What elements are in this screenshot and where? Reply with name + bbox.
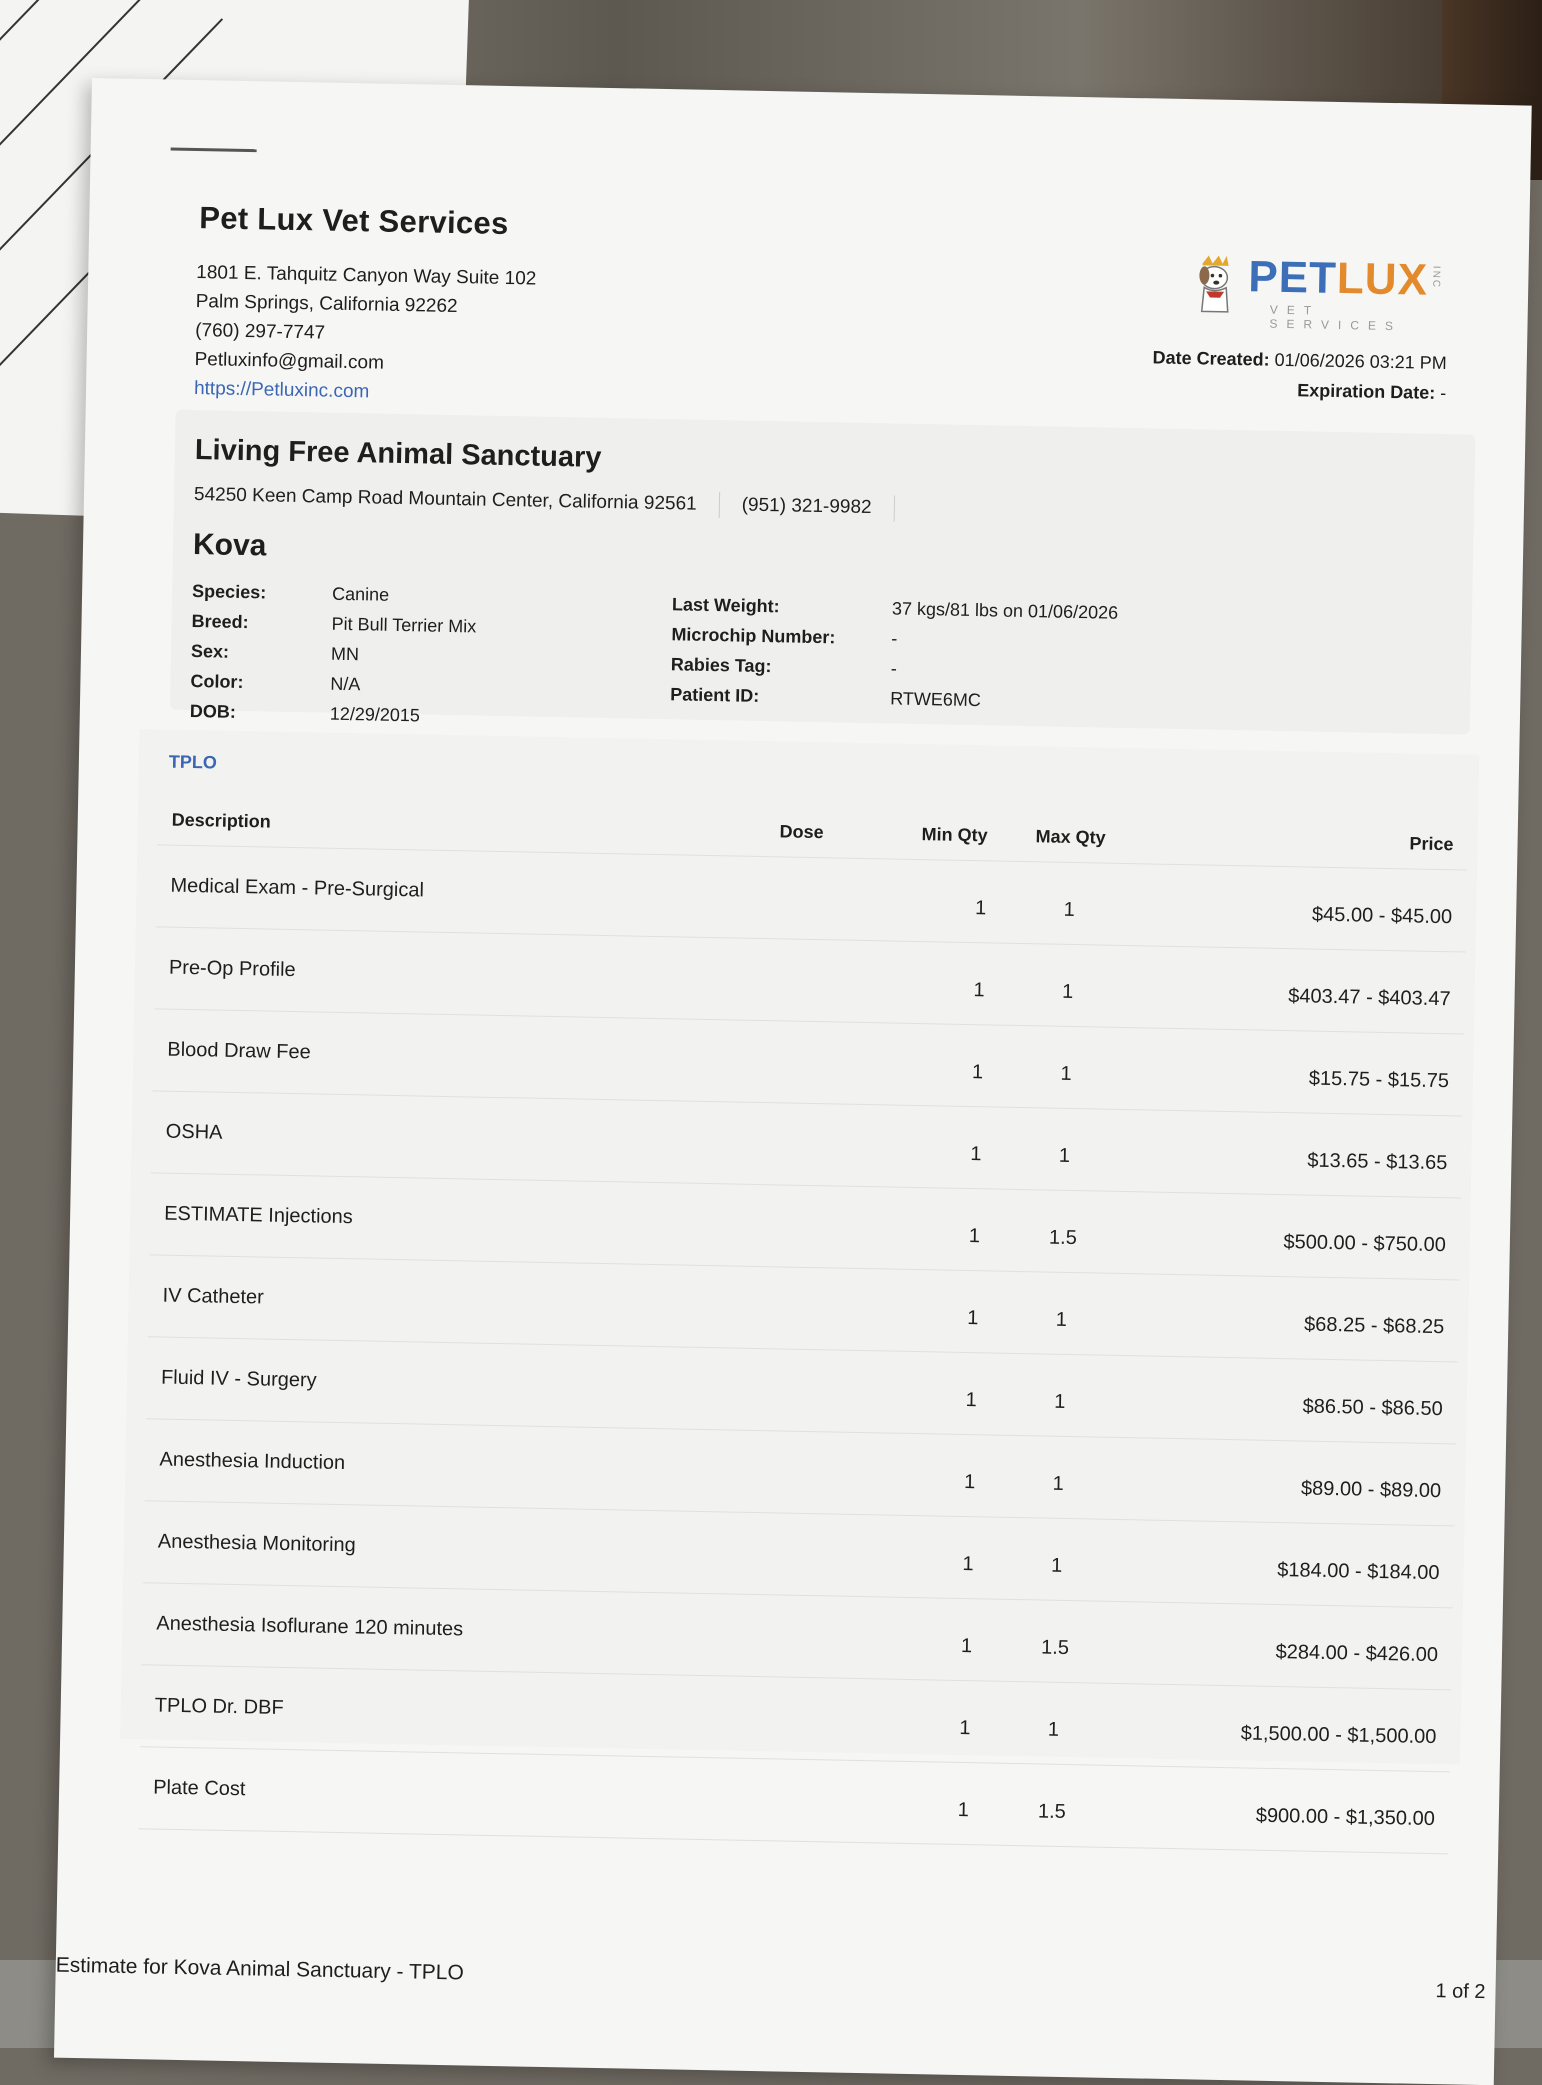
expiration-date-row bbox=[1152, 372, 1447, 408]
header-min-qty: Min Qty bbox=[863, 805, 1002, 861]
owner-contact bbox=[194, 482, 917, 522]
estimate-section bbox=[120, 729, 1479, 1831]
clinic-contact bbox=[194, 258, 537, 410]
item-price: $1,500.00 - $1,500.00 bbox=[1122, 1684, 1452, 1772]
logo-word-lux: LUX bbox=[1336, 253, 1429, 305]
patient-fact-label: Microchip Number: bbox=[671, 623, 836, 647]
clinic-phone: (760) 297-7747 bbox=[194, 320, 326, 344]
item-min-qty: 1 bbox=[860, 940, 1000, 1025]
patient-fact-label: Sex: bbox=[190, 640, 230, 662]
patient-fact-value: 12/29/2015 bbox=[329, 703, 421, 725]
patient-fact-label: Breed: bbox=[191, 610, 249, 632]
item-price: $184.00 - $184.00 bbox=[1125, 1520, 1455, 1608]
item-min-qty: 1 bbox=[862, 858, 1002, 943]
item-min-qty: 1 bbox=[858, 1022, 998, 1107]
patient-fact-value: N/A bbox=[330, 673, 361, 694]
estimate-items-table bbox=[138, 791, 1468, 1854]
item-max-qty: 1 bbox=[992, 1271, 1132, 1356]
patient-fact-value: 37 kgs/81 lbs on 01/06/2026 bbox=[891, 597, 1119, 623]
item-max-qty: 1 bbox=[987, 1517, 1127, 1602]
item-min-qty: 1 bbox=[854, 1268, 994, 1353]
item-dose bbox=[751, 1512, 851, 1596]
header-dose: Dose bbox=[765, 803, 864, 858]
item-dose bbox=[759, 1103, 859, 1187]
header-max-qty: Max Qty bbox=[1001, 808, 1140, 864]
item-min-qty: 1 bbox=[847, 1596, 987, 1681]
item-price: $15.75 - $15.75 bbox=[1134, 1028, 1464, 1116]
patient-fact-label: Last Weight: bbox=[671, 593, 780, 616]
item-max-qty: 1.5 bbox=[985, 1599, 1125, 1684]
item-description: Blood Draw Fee bbox=[153, 1009, 762, 1103]
item-max-qty: 1 bbox=[1000, 861, 1140, 946]
divider bbox=[718, 492, 719, 518]
item-description: Anesthesia Isoflurane 120 minutes bbox=[142, 1583, 751, 1677]
item-dose bbox=[748, 1676, 848, 1760]
item-description: Anesthesia Induction bbox=[145, 1419, 754, 1513]
footer-title: Estimate for Kova Animal Sanctuary - TPLO bbox=[55, 1953, 465, 1985]
header-description: Description bbox=[157, 791, 766, 856]
patient-fact-label: Species: bbox=[191, 580, 267, 602]
item-max-qty: 1.5 bbox=[993, 1189, 1133, 1274]
patient-facts-left bbox=[190, 576, 478, 731]
patient-fact-value: MN bbox=[330, 643, 360, 664]
item-description: Pre-Op Profile bbox=[154, 927, 763, 1021]
item-max-qty: 1 bbox=[989, 1435, 1129, 1520]
item-description: OSHA bbox=[151, 1091, 760, 1185]
item-description: Plate Cost bbox=[138, 1747, 747, 1841]
clinic-name: Pet Lux Vet Services bbox=[199, 200, 509, 242]
owner-address: 54250 Keen Camp Road Mountain Center, California 92561 bbox=[193, 484, 697, 515]
patient-fact-label: Rabies Tag: bbox=[670, 653, 772, 676]
staple-mark bbox=[171, 148, 257, 153]
estimate-document bbox=[54, 78, 1532, 2085]
item-min-qty: 1 bbox=[849, 1514, 989, 1599]
logo-subtitle: VET SERVICES bbox=[1269, 302, 1403, 334]
item-price: $45.00 - $45.00 bbox=[1138, 864, 1468, 952]
clinic-website-link[interactable]: https://Petluxinc.com bbox=[193, 378, 370, 403]
item-min-qty: 1 bbox=[852, 1350, 992, 1435]
item-max-qty: 1 bbox=[990, 1353, 1130, 1438]
patient-info-card bbox=[170, 410, 1476, 735]
logo-word-pet: PET bbox=[1247, 252, 1338, 303]
estimate-items-body bbox=[138, 845, 1467, 1854]
item-dose bbox=[756, 1266, 856, 1350]
item-price: $284.00 - $426.00 bbox=[1123, 1602, 1453, 1690]
item-dose bbox=[749, 1594, 849, 1678]
item-dose bbox=[754, 1348, 854, 1432]
petlux-logo bbox=[1188, 249, 1449, 334]
date-created-row bbox=[1152, 342, 1447, 378]
estimate-dates bbox=[1152, 342, 1447, 408]
item-dose bbox=[757, 1185, 857, 1269]
item-dose bbox=[760, 1021, 860, 1105]
patient-fact-value: - bbox=[890, 657, 898, 679]
item-dose bbox=[753, 1430, 853, 1514]
patient-fact-label: Patient ID: bbox=[670, 683, 760, 706]
patient-name: Kova bbox=[192, 528, 267, 563]
date-created-label: Date Created: bbox=[1152, 347, 1270, 370]
item-description: ESTIMATE Injections bbox=[149, 1173, 758, 1267]
item-max-qty: 1 bbox=[998, 943, 1138, 1028]
clinic-address-line1: 1801 E. Tahquitz Canyon Way Suite 102 bbox=[196, 262, 537, 290]
item-max-qty: 1 bbox=[984, 1681, 1124, 1766]
date-created-value: 01/06/2026 03:21 PM bbox=[1274, 349, 1447, 374]
item-description: Medical Exam - Pre-Surgical bbox=[156, 845, 765, 939]
item-min-qty: 1 bbox=[844, 1760, 984, 1845]
estimate-group-title: TPLO bbox=[168, 751, 218, 773]
item-description: TPLO Dr. DBF bbox=[140, 1665, 749, 1759]
patient-facts-right bbox=[670, 589, 1118, 718]
expiration-date-value: - bbox=[1440, 382, 1447, 404]
patient-fact-label: DOB: bbox=[189, 700, 237, 722]
clinic-address-line2: Palm Springs, California 92262 bbox=[195, 291, 458, 318]
item-min-qty: 1 bbox=[846, 1678, 986, 1763]
patient-fact-value: - bbox=[891, 627, 898, 649]
patient-fact-value: Canine bbox=[331, 583, 390, 605]
item-price: $900.00 - $1,350.00 bbox=[1120, 1766, 1450, 1854]
item-max-qty: 1 bbox=[995, 1107, 1135, 1192]
item-price: $13.65 - $13.65 bbox=[1133, 1110, 1463, 1198]
header-price: Price bbox=[1139, 810, 1468, 870]
patient-fact-label: Color: bbox=[190, 670, 244, 692]
logo-wordmark bbox=[1248, 252, 1429, 305]
item-description: Anesthesia Monitoring bbox=[143, 1501, 752, 1595]
patient-fact-value: RTWE6MC bbox=[890, 687, 982, 710]
dog-icon bbox=[1192, 255, 1241, 316]
item-description: IV Catheter bbox=[148, 1255, 757, 1349]
patient-fact-value: Pit Bull Terrier Mix bbox=[331, 613, 477, 636]
underlying-paper-line bbox=[0, 0, 140, 54]
clinic-email[interactable]: Petluxinfo@gmail.com bbox=[194, 349, 385, 374]
item-max-qty: 1.5 bbox=[982, 1763, 1122, 1848]
divider bbox=[893, 495, 894, 521]
owner-name: Living Free Animal Sanctuary bbox=[194, 434, 602, 474]
item-price: $500.00 - $750.00 bbox=[1131, 1192, 1461, 1280]
item-min-qty: 1 bbox=[855, 1186, 995, 1271]
item-dose bbox=[762, 939, 862, 1023]
item-dose bbox=[764, 857, 864, 941]
item-min-qty: 1 bbox=[851, 1432, 991, 1517]
item-price: $68.25 - $68.25 bbox=[1130, 1274, 1460, 1362]
item-price: $86.50 - $86.50 bbox=[1128, 1356, 1458, 1444]
item-max-qty: 1 bbox=[996, 1025, 1136, 1110]
logo-inc: INC bbox=[1430, 265, 1442, 290]
item-min-qty: 1 bbox=[857, 1104, 997, 1189]
item-description: Fluid IV - Surgery bbox=[146, 1337, 755, 1431]
page-number: 1 of 2 bbox=[1435, 1980, 1486, 2004]
item-price: $403.47 - $403.47 bbox=[1136, 946, 1466, 1034]
item-dose bbox=[746, 1758, 846, 1842]
owner-phone: (951) 321-9982 bbox=[741, 494, 872, 519]
patient-fact-row bbox=[190, 696, 475, 731]
expiration-date-label: Expiration Date: bbox=[1296, 380, 1436, 403]
item-price: $89.00 - $89.00 bbox=[1127, 1438, 1457, 1526]
